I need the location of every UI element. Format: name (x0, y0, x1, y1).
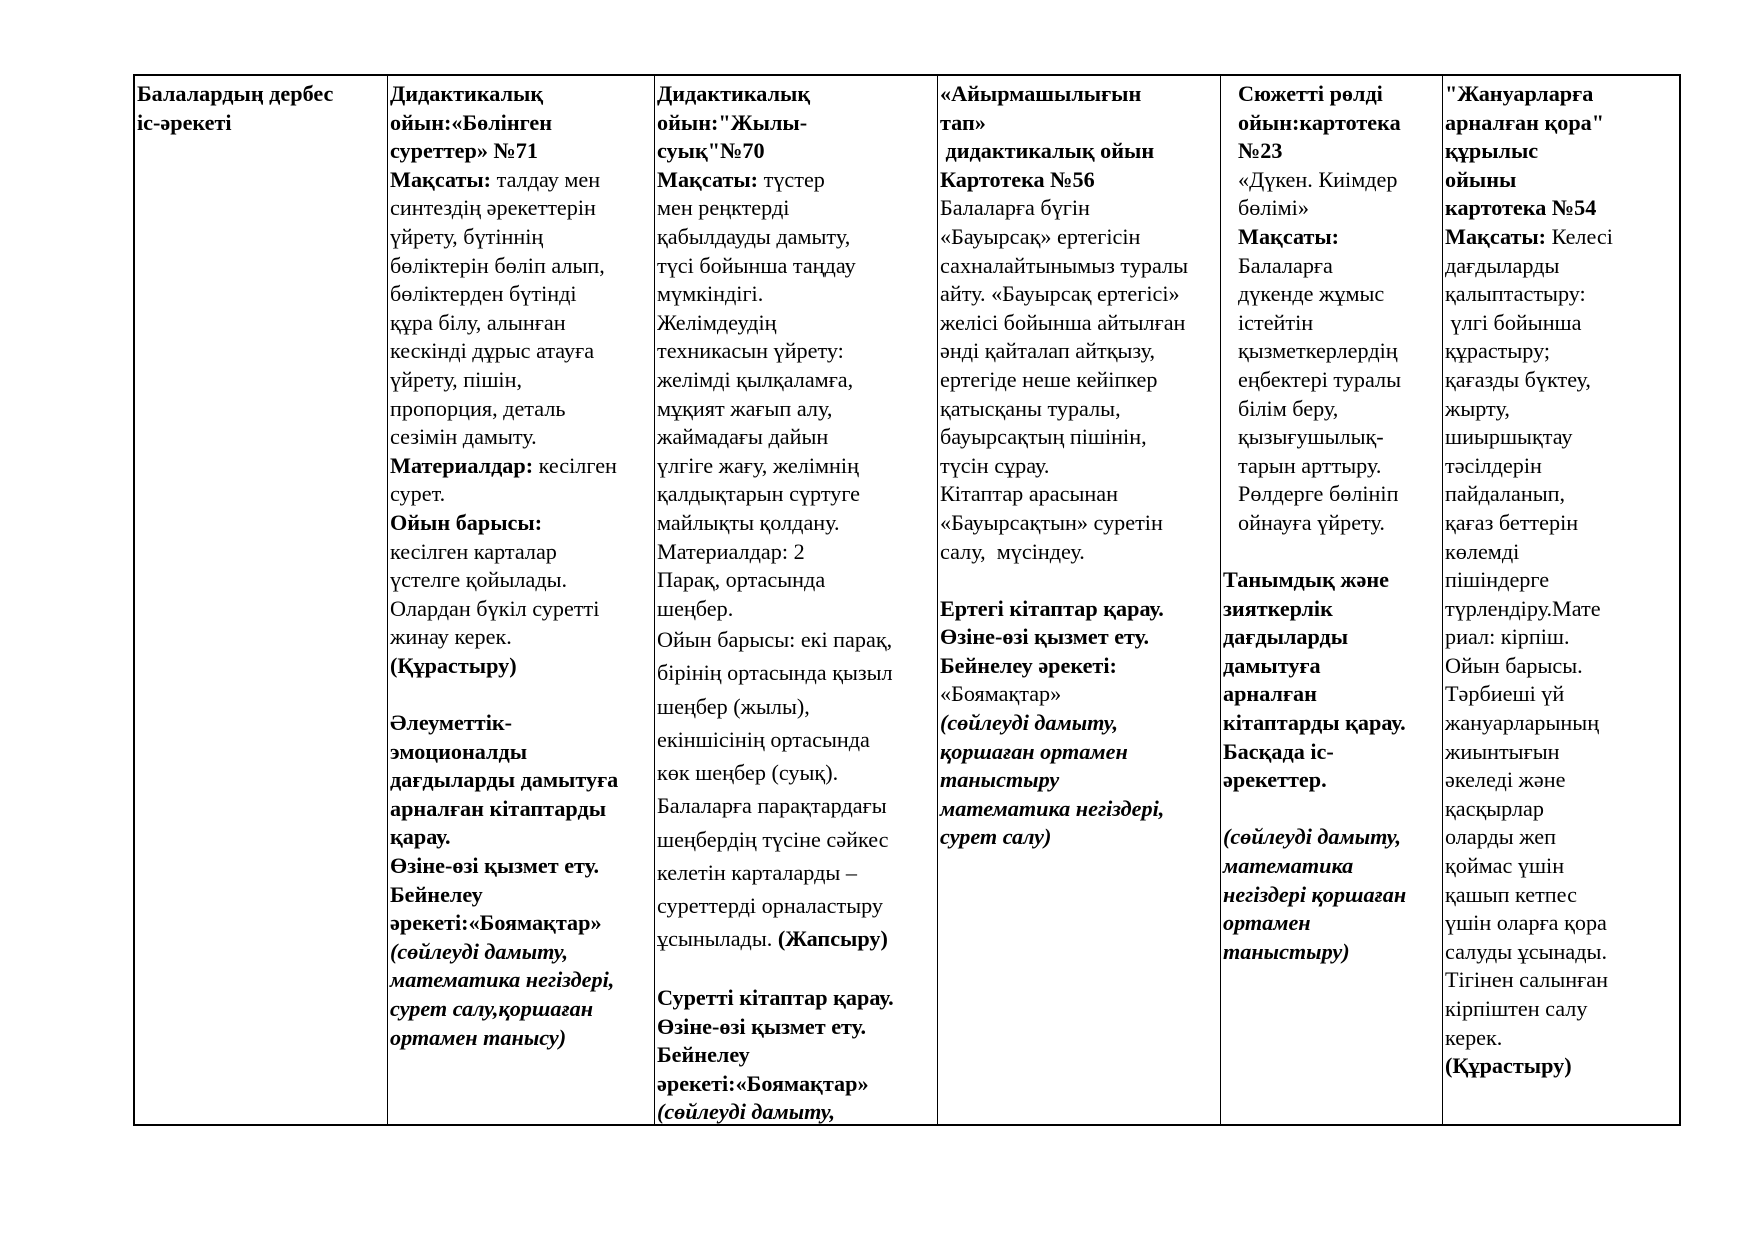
goal-label: Мақсаты: (390, 166, 492, 192)
process-text: бірінің ортасында қызыл (657, 660, 893, 686)
game-title: Дидактикалық (390, 81, 544, 106)
activity-text: Бейнелеу (390, 881, 483, 907)
goal-text: риал: кірпіш. (1445, 624, 1570, 650)
process-text: көк шеңбер (суық). (657, 760, 839, 786)
goal-text: мүмкіндігі. (657, 281, 764, 307)
goal-text: пропорция, деталь (390, 395, 566, 421)
activity-text: Бейнелеу (657, 1042, 750, 1068)
game-title: картотека №54 (1445, 195, 1597, 221)
activity-text: Өзіне-өзі қызмет ету. (940, 624, 1150, 650)
goal-text: үйрету, пішін, (390, 366, 522, 392)
spacer (390, 680, 652, 709)
goal-text: қызметкерлердің (1238, 338, 1398, 364)
process-label: Ойын барысы: (390, 509, 543, 535)
goal-text: істейтін (1238, 309, 1314, 335)
game-title: дидактикалық ойын (940, 138, 1155, 164)
learning-areas: негіздері қоршаған (1223, 881, 1407, 907)
goal-line (1445, 223, 1679, 252)
learning-areas: қоршаған ортамен (940, 738, 1128, 764)
goal-text: желімді қылқаламға, (657, 366, 854, 392)
goal-text: ойнауға үйрету. (1238, 509, 1385, 535)
goal-text: шиыршықтау (1445, 424, 1573, 450)
header-line: іс-әрекеті (137, 109, 232, 135)
activity-text: кітаптарды қарау. (1223, 710, 1406, 736)
goal-text: қағаз беттерін (1445, 509, 1579, 535)
process-text: Ойын барысы. (1445, 652, 1583, 678)
cell-shop-role-play (1220, 76, 1442, 1124)
spacer (1223, 538, 1440, 567)
goal-text: талдау мен (491, 166, 601, 192)
game-title: құрылыс (1445, 138, 1539, 164)
process-text: қашып кетпес (1445, 881, 1577, 907)
materials-text: Материалдар: 2 (657, 538, 805, 564)
description-text: бауырсақтың пішінін, (940, 424, 1147, 450)
goal-text: пішіндерге (1445, 567, 1550, 593)
activity-text: Танымдық және (1223, 567, 1390, 593)
activity-type-note: (Құрастыру) (390, 652, 517, 678)
learning-areas: ортамен танысу) (390, 1024, 567, 1050)
goal-text: Келесі (1546, 223, 1613, 249)
activity-text: Өзіне-өзі қызмет ету. (390, 853, 600, 879)
learning-areas: математика негіздері, (940, 795, 1165, 821)
goal-text: бөліктерін бөліп алып, (390, 252, 605, 278)
process-text: оларды жеп (1445, 824, 1557, 850)
goal-text: қалдықтарын сүртуге (657, 481, 861, 507)
process-line (657, 922, 935, 955)
activity-table (133, 74, 1681, 1126)
description-text: сахналайтынымыз туралы (940, 252, 1189, 278)
goal-line (657, 166, 935, 195)
learning-areas: таныстыру (940, 767, 1060, 793)
game-title: ойын:"Жылы- (657, 109, 808, 135)
learning-areas: (сөйлеуді дамыту, (1223, 824, 1402, 850)
goal-label: Мақсаты: (657, 166, 759, 192)
cell-animal-barn-construction (1442, 76, 1681, 1124)
goal-text: Балаларға (1238, 252, 1333, 278)
process-text: Олардан бүкіл суретті (390, 595, 600, 621)
game-title: Дидактикалық (657, 81, 811, 106)
spacer (940, 566, 1218, 595)
process-text: Тігінен салынған (1445, 967, 1608, 993)
process-text: шеңбер (жылы), (657, 693, 810, 719)
activity-text: дағдыларды дамытуға (390, 767, 619, 793)
goal-text: еңбектері туралы (1238, 366, 1402, 392)
process-text: шеңбердің түсіне сәйкес (657, 826, 889, 852)
spacer (1223, 795, 1440, 824)
activity-name: «Боямақтар» (940, 681, 1062, 707)
learning-areas: (сөйлеуді дамыту, (657, 1099, 836, 1124)
process-text: әкеледі және (1445, 767, 1566, 793)
learning-areas: сурет салу,қоршаған (390, 996, 594, 1021)
process-text: кесілген карталар (390, 538, 557, 564)
description-text: ертегіде неше кейіпкер (940, 366, 1158, 392)
game-title: Сюжетті рөлді (1238, 81, 1383, 106)
cell-find-difference-game (937, 76, 1220, 1124)
game-title: «Айырмашылығын (940, 81, 1142, 106)
goal-text: кескінді дұрыс атауға (390, 338, 595, 364)
process-text: Тәрбиеші үй (1445, 681, 1565, 707)
activity-text: Әлеуметтік- (390, 710, 513, 736)
materials-label: Материалдар: (390, 452, 534, 478)
game-title: Картотека №56 (940, 166, 1095, 192)
process-text: қасқырлар (1445, 795, 1544, 821)
goal-text: құра білу, алынған (390, 309, 566, 335)
goal-text: синтездің әрекеттерін (390, 195, 596, 221)
process-text: кірпіштен салу (1445, 996, 1588, 1021)
activity-type-note: (Құрастыру) (1445, 1053, 1572, 1079)
activity-type-note: (Жапсыру) (777, 926, 888, 952)
goal-label: Мақсаты: (1445, 223, 1547, 249)
learning-areas: (сөйлеуді дамыту, (390, 938, 569, 964)
activity-text: әрекеттер. (1223, 767, 1327, 793)
process-text: Ойын барысы: екі парақ, (657, 627, 893, 653)
header-cell (135, 76, 387, 1124)
process-text: үстелге қойылады. (390, 567, 568, 593)
game-title: ойын:«Бөлінген (390, 109, 553, 135)
cell-divided-pictures-game (387, 76, 654, 1124)
spacer (657, 955, 935, 984)
activity-text: эмоционалды (390, 738, 528, 764)
goal-text: мұқият жағып алу, (657, 395, 833, 421)
materials-text: сурет. (390, 481, 446, 507)
goal-text: түсі бойынша таңдау (657, 252, 856, 278)
goal-text: білім беру, (1238, 395, 1339, 421)
header-line: Балалардың дербес (137, 81, 334, 106)
goal-text: қызығушылық- (1238, 424, 1384, 450)
goal-line (390, 166, 652, 195)
description-text: әнді қайталап айтқызу, (940, 338, 1156, 364)
activity-text: арналған кітаптарды (390, 795, 607, 821)
process-text: Балаларға парақтардағы (657, 793, 887, 819)
activity-text: қарау. (390, 824, 451, 850)
game-title: ойыны (1445, 166, 1517, 192)
description-text: салу, мүсіндеу. (940, 538, 1085, 564)
activity-text: Ертегі кітаптар қарау. (940, 595, 1164, 621)
activity-text: дамытуға (1223, 652, 1321, 678)
learning-areas: (сөйлеуді дамыту, (940, 710, 1119, 736)
activity-text: әрекеті:«Боямақтар» (657, 1070, 869, 1096)
goal-text: түстер (758, 166, 825, 192)
cell-warm-cold-game (654, 76, 937, 1124)
goal-text: қалыптастыру: (1445, 281, 1586, 307)
materials-text: шеңбер. (657, 595, 734, 621)
goal-text: қабылдауды дамыту, (657, 223, 851, 249)
materials-line (390, 452, 652, 481)
description-text: желісі бойынша айтылған (940, 309, 1186, 335)
goal-text: дағдыларды (1445, 252, 1560, 278)
game-title: тап» (940, 109, 986, 135)
activity-text: зияткерлік (1223, 595, 1333, 621)
goal-text: техникасын үйрету: (657, 338, 844, 364)
process-text: жиынтығын (1445, 738, 1560, 764)
goal-text: үлгіге жағу, желімнің (657, 452, 859, 478)
learning-areas: таныстыру) (1223, 938, 1350, 964)
learning-areas: сурет салу) (940, 824, 1052, 850)
process-text: екіншісінің ортасында (657, 726, 870, 752)
game-title: ойын:картотека (1238, 109, 1401, 135)
materials-text: кесілген (533, 452, 617, 478)
learning-areas: ортамен (1223, 910, 1311, 936)
goal-text: тәсілдерін (1445, 452, 1542, 478)
goal-text: Рөлдерге бөлініп (1238, 481, 1399, 507)
goal-text: сезімін дамыту. (390, 424, 537, 450)
goal-text: жаймадағы дайын (657, 424, 829, 450)
goal-text: бөліктерден бүтінді (390, 281, 577, 307)
description-text: «Бауырсақтын» суретін (940, 509, 1163, 535)
game-title: суық"№70 (657, 138, 765, 164)
goal-text: үлгі бойынша (1445, 309, 1582, 335)
goal-label: Мақсаты: (1238, 223, 1340, 249)
process-text: ұсынылады. (657, 926, 778, 952)
description-text: айту. «Бауырсақ ертегісі» (940, 281, 1180, 307)
game-subtitle: «Дүкен. Киімдер (1238, 166, 1398, 192)
description-text: түсін сұрау. (940, 452, 1050, 478)
goal-text: түрлендіру.Мате (1445, 595, 1601, 621)
activity-text: Басқада іс- (1223, 738, 1334, 764)
goal-text: Желімдеудің (657, 309, 777, 335)
description-text: Балаларға бүгін (940, 195, 1090, 221)
description-text: «Бауырсақ» ертегісін (940, 223, 1141, 249)
process-text: қоймас үшін (1445, 853, 1565, 879)
game-title: суреттер» №71 (390, 138, 538, 164)
activity-text: Өзіне-өзі қызмет ету. (657, 1013, 867, 1039)
goal-text: құрастыру; (1445, 338, 1551, 364)
process-text: келетін карталарды – (657, 859, 857, 885)
goal-text: майлықты қолдану. (657, 509, 840, 535)
activity-text: Бейнелеу әрекеті: (940, 652, 1117, 678)
goal-text: көлемді (1445, 538, 1520, 564)
description-text: Кітаптар арасынан (940, 481, 1118, 507)
goal-text: мен реңктерді (657, 195, 790, 221)
process-text: суреттерді орналастыру (657, 892, 884, 918)
process-text: керек. (1445, 1024, 1503, 1050)
game-subtitle: бөлімі» (1238, 195, 1309, 221)
materials-text: Парақ, ортасында (657, 567, 826, 593)
game-title: "Жануарларға (1445, 81, 1594, 106)
process-text: жинау керек. (390, 624, 512, 650)
goal-text: жырту, (1445, 395, 1510, 421)
activity-text: әрекеті:«Боямақтар» (390, 910, 602, 936)
process-text: салуды ұсынады. (1445, 938, 1607, 964)
activity-text: дағдыларды (1223, 624, 1349, 650)
goal-text: пайдаланып, (1445, 481, 1566, 507)
game-title: №23 (1238, 138, 1283, 164)
goal-text: дүкенде жұмыс (1238, 281, 1385, 307)
learning-areas: математика (1223, 853, 1354, 879)
goal-text: үйрету, бүтіннің (390, 223, 544, 249)
process-text: үшін оларға қора (1445, 910, 1607, 936)
activity-text: арналған (1223, 681, 1317, 707)
goal-text: қағазды бүктеу, (1445, 366, 1591, 392)
game-title: арналған қора" (1445, 109, 1605, 135)
goal-text: тарын арттыру. (1238, 452, 1382, 478)
activity-text: Суретті кітаптар қарау. (657, 984, 894, 1010)
description-text: қатысқаны туралы, (940, 395, 1121, 421)
process-text: жануарларының (1445, 710, 1600, 736)
learning-areas: математика негіздері, (390, 967, 615, 993)
